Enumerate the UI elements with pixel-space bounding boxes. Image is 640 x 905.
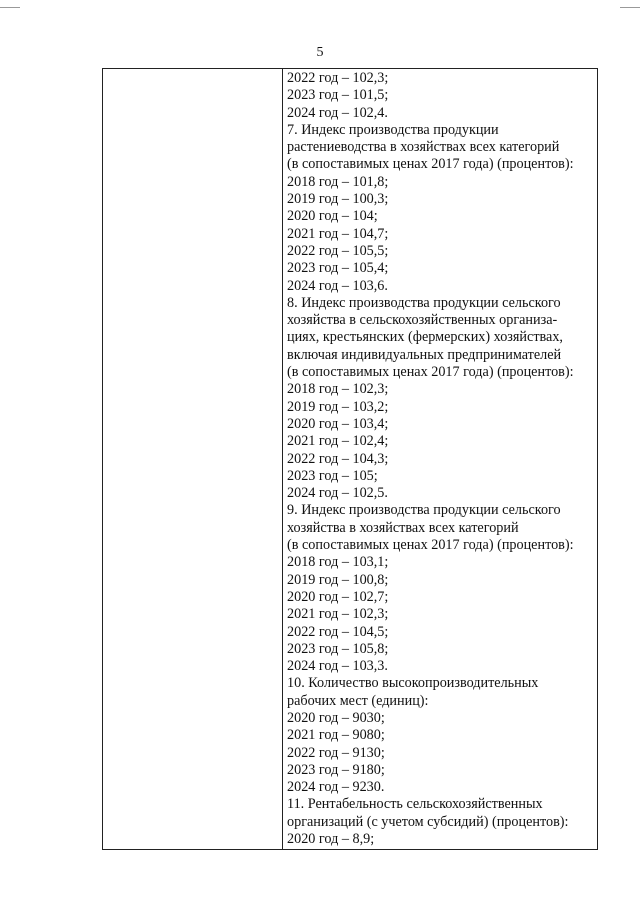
scan-edge-mark-left — [0, 7, 20, 8]
text-line: 2024 год – 102,4. — [287, 104, 388, 121]
text-line: 2022 год – 104,3; — [287, 450, 389, 467]
text-line: 8. Индекс производства продукции сельского — [287, 294, 561, 311]
text-line: хозяйства в хозяйствах всех категорий — [287, 519, 519, 536]
text-line: 2021 год – 9080; — [287, 727, 385, 744]
text-line: 2020 год – 103,4; — [287, 415, 389, 432]
indicator-column — [287, 70, 593, 848]
text-line: 2023 год – 105; — [287, 467, 378, 484]
text-line: 2022 год – 102,3; — [287, 70, 389, 86]
text-line: 11. Рентабельность сельскохозяйственных — [287, 796, 543, 813]
text-line: 2019 год – 100,8; — [287, 571, 389, 588]
scan-edge-mark-right — [620, 7, 640, 8]
text-line: 2024 год – 103,3. — [287, 658, 388, 675]
text-line: 2021 год – 102,3; — [287, 606, 389, 623]
text-line: включая индивидуальных предпринимателей — [287, 346, 562, 363]
text-line: растениеводства в хозяйствах всех категорий — [287, 139, 560, 156]
text-line: 2023 год – 101,5; — [287, 87, 389, 104]
text-line: 2019 год – 103,2; — [287, 398, 389, 415]
text-line: 2018 год – 102,3; — [287, 381, 389, 398]
text-line: 2023 год – 105,4; — [287, 260, 389, 277]
text-line: 2018 год – 101,8; — [287, 173, 389, 190]
document-table — [102, 68, 598, 850]
text-line: 2020 год – 104; — [287, 208, 378, 225]
text-line: 7. Индекс производства продукции — [287, 121, 499, 138]
text-line: 2022 год – 9130; — [287, 744, 385, 761]
text-line: 2020 год – 9030; — [287, 709, 385, 726]
text-line: циях, крестьянских (фермерских) хозяйствах, — [287, 329, 563, 346]
text-line: 2024 год – 9230. — [287, 779, 385, 796]
text-line: 2024 год – 103,6. — [287, 277, 388, 294]
text-line: 9. Индекс производства продукции сельского — [287, 502, 561, 519]
text-line: 2019 год – 100,3; — [287, 191, 389, 208]
text-line: (в сопоставимых ценах 2017 года) (процентов): — [287, 156, 574, 173]
text-line: 2023 год – 9180; — [287, 761, 385, 778]
text-line: 2021 год – 104,7; — [287, 225, 389, 242]
text-line: организаций (с учетом субсидий) (процентов): — [287, 813, 569, 830]
text-line: 2018 год – 103,1; — [287, 554, 389, 571]
text-line: 2024 год – 102,5. — [287, 485, 388, 502]
column-divider — [282, 69, 283, 849]
text-line: (в сопоставимых ценах 2017 года) (процентов): — [287, 364, 574, 381]
text-line: 2020 год – 102,7; — [287, 588, 389, 605]
text-line: 2022 год – 104,5; — [287, 623, 389, 640]
text-line: 2023 год – 105,8; — [287, 640, 389, 657]
text-line: рабочих мест (единиц): — [287, 692, 429, 709]
text-line: (в сопоставимых ценах 2017 года) (процентов): — [287, 537, 574, 554]
text-line: 2022 год – 105,5; — [287, 242, 389, 259]
text-line: 2021 год – 102,4; — [287, 433, 389, 450]
text-line: хозяйства в сельскохозяйственных организа- — [287, 312, 558, 329]
text-line: 10. Количество высокопроизводительных — [287, 675, 539, 692]
text-line: 2020 год – 8,9; — [287, 831, 375, 848]
page-number: 5 — [316, 45, 324, 60]
